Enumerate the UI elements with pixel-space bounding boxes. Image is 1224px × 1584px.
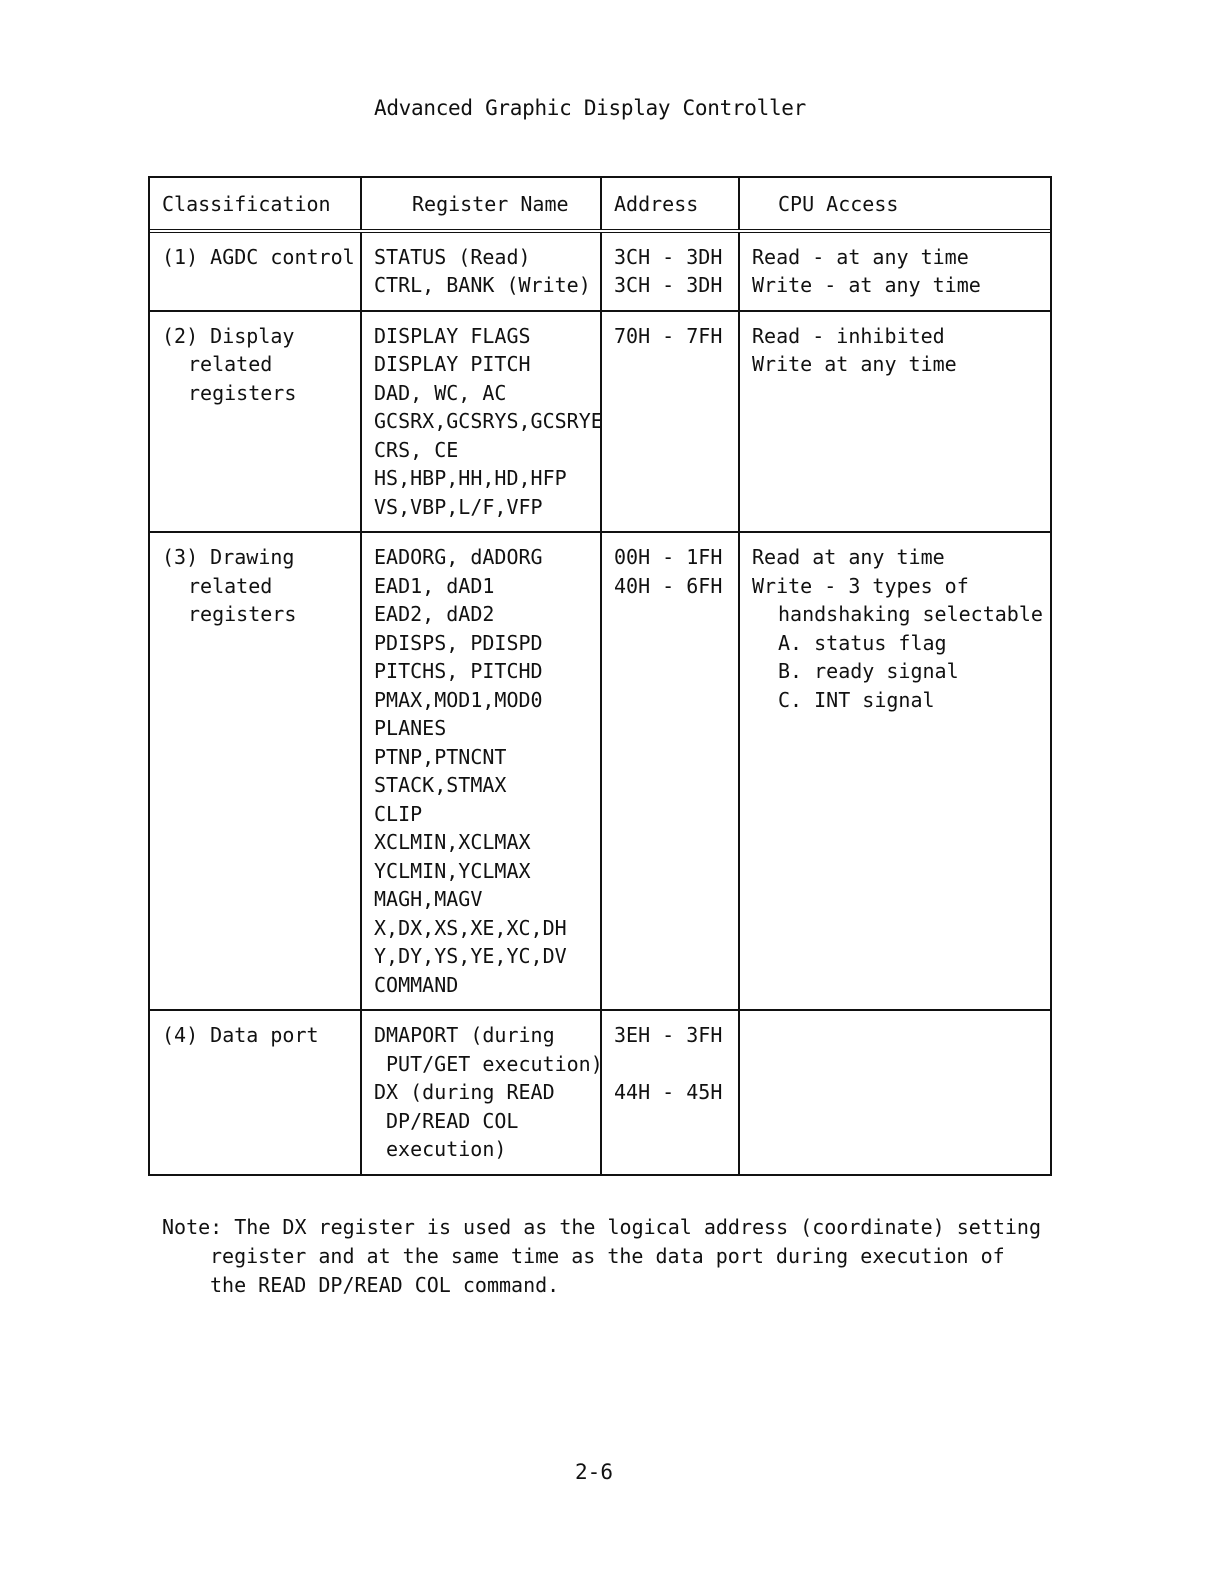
cell-line: Write - at any time <box>752 273 981 297</box>
classification-cell <box>150 1011 362 1174</box>
note-line: Note: The DX register is used as the logical address (coordinate) setting <box>162 1215 1041 1239</box>
table-row <box>150 233 1050 310</box>
cell-line: DAD, WC, AC <box>374 380 507 405</box>
column-header-classification: Classification <box>150 178 362 229</box>
cell-line: related <box>188 352 273 376</box>
address-cell <box>602 312 740 532</box>
cell-line: Write - 3 types of <box>752 573 969 598</box>
classification-cell <box>150 312 362 532</box>
cell-line: 3CH - 3DH <box>614 244 723 269</box>
cell-line: handshaking selectable <box>778 602 1043 626</box>
cell-line: 40H - 6FH <box>614 573 723 598</box>
cell-line: PDISPS, PDISPD <box>374 630 543 655</box>
cell-line: Write at any time <box>752 352 957 376</box>
table-row <box>150 310 1050 532</box>
cpu-access-cell <box>740 1011 1046 1174</box>
cell-line: STACK,STMAX <box>374 773 507 797</box>
register-name-cell <box>362 233 602 310</box>
cell-line: YCLMIN,YCLMAX <box>374 858 531 883</box>
cell-line: PTNP,PTNCNT <box>374 744 507 769</box>
cell-line: B. ready signal <box>778 659 959 683</box>
cell-line: Read - inhibited <box>752 323 945 348</box>
cpu-access-cell <box>740 312 1046 532</box>
cell-line: MAGH,MAGV <box>374 887 483 911</box>
cpu-access-cell <box>740 233 1046 310</box>
address-cell <box>602 533 740 1009</box>
cell-line: GCSRX,GCSRYS,GCSRYE <box>374 409 603 433</box>
cell-line: EAD1, dAD1 <box>374 573 495 598</box>
cell-line <box>614 1050 738 1079</box>
cell-line: C. INT signal <box>778 687 935 712</box>
address-cell <box>602 1011 740 1174</box>
cell-line: CTRL, BANK (Write) <box>374 273 591 297</box>
cell-line: A. status flag <box>778 630 947 655</box>
cell-line: HS,HBP,HH,HD,HFP <box>374 466 567 490</box>
cell-line: DX (during READ <box>374 1080 555 1104</box>
cell-line: execution) <box>386 1137 507 1161</box>
cell-line: (2) Display <box>162 323 295 348</box>
cell-line: related <box>188 573 273 598</box>
cell-line: DP/READ COL <box>386 1108 519 1133</box>
register-name-cell <box>362 312 602 532</box>
column-header-register-name: Register Name <box>362 178 602 229</box>
cell-line: DISPLAY FLAGS <box>374 323 531 348</box>
cell-line: 44H - 45H <box>614 1080 723 1104</box>
cell-line: X,DX,XS,XE,XC,DH <box>374 915 567 940</box>
cell-line: 3EH - 3FH <box>614 1023 723 1047</box>
cell-line: COMMAND <box>374 972 459 997</box>
cell-line: CRS, CE <box>374 437 459 462</box>
classification-cell <box>150 233 362 310</box>
cpu-access-cell <box>740 533 1046 1009</box>
cell-line: 70H - 7FH <box>614 323 723 348</box>
cell-line: DISPLAY PITCH <box>374 352 531 376</box>
classification-cell <box>150 533 362 1009</box>
note-line: register and at the same time as the data port during execution of <box>210 1244 1005 1268</box>
cell-line: Read - at any time <box>752 244 969 269</box>
table-row <box>150 531 1050 1009</box>
cell-line: registers <box>188 602 297 626</box>
cell-line: CLIP <box>374 801 423 826</box>
address-cell <box>602 233 740 310</box>
cell-line: XCLMIN,XCLMAX <box>374 830 531 854</box>
cell-line: Read at any time <box>752 545 945 569</box>
column-header-cpu-access: CPU Access <box>778 192 899 216</box>
cell-line: EAD2, dAD2 <box>374 602 495 626</box>
cell-line: (1) AGDC control <box>162 244 355 269</box>
page-title: Advanced Graphic Display Controller <box>373 96 806 120</box>
cell-line: DMAPORT (during <box>374 1023 555 1047</box>
column-header-address: Address <box>602 178 740 229</box>
table-body <box>150 233 1050 1174</box>
cell-line: 3CH - 3DH <box>614 273 723 297</box>
cell-line: PUT/GET execution) <box>386 1051 603 1076</box>
register-name-cell <box>362 1011 602 1174</box>
cell-line: (4) Data port <box>162 1023 319 1047</box>
cell-line: 00H - 1FH <box>614 545 723 569</box>
register-name-cell <box>362 533 602 1009</box>
table-header-row <box>150 178 1050 229</box>
register-table <box>148 176 1052 1176</box>
cell-line: registers <box>188 380 297 405</box>
footnote <box>162 1213 1062 1300</box>
cell-line: (3) Drawing <box>162 545 295 569</box>
cell-line: VS,VBP,L/F,VFP <box>374 494 543 519</box>
table-row <box>150 1009 1050 1174</box>
cell-line: Y,DY,YS,YE,YC,DV <box>374 944 567 968</box>
note-line: the READ DP/READ COL command. <box>210 1273 560 1297</box>
cell-line: PITCHS, PITCHD <box>374 659 543 683</box>
cell-line: STATUS (Read) <box>374 244 531 269</box>
cell-line: PMAX,MOD1,MOD0 <box>374 687 543 712</box>
cell-line: EADORG, dADORG <box>374 545 543 569</box>
cell-line: PLANES <box>374 716 447 740</box>
page-number: 2-6 <box>575 1460 613 1484</box>
